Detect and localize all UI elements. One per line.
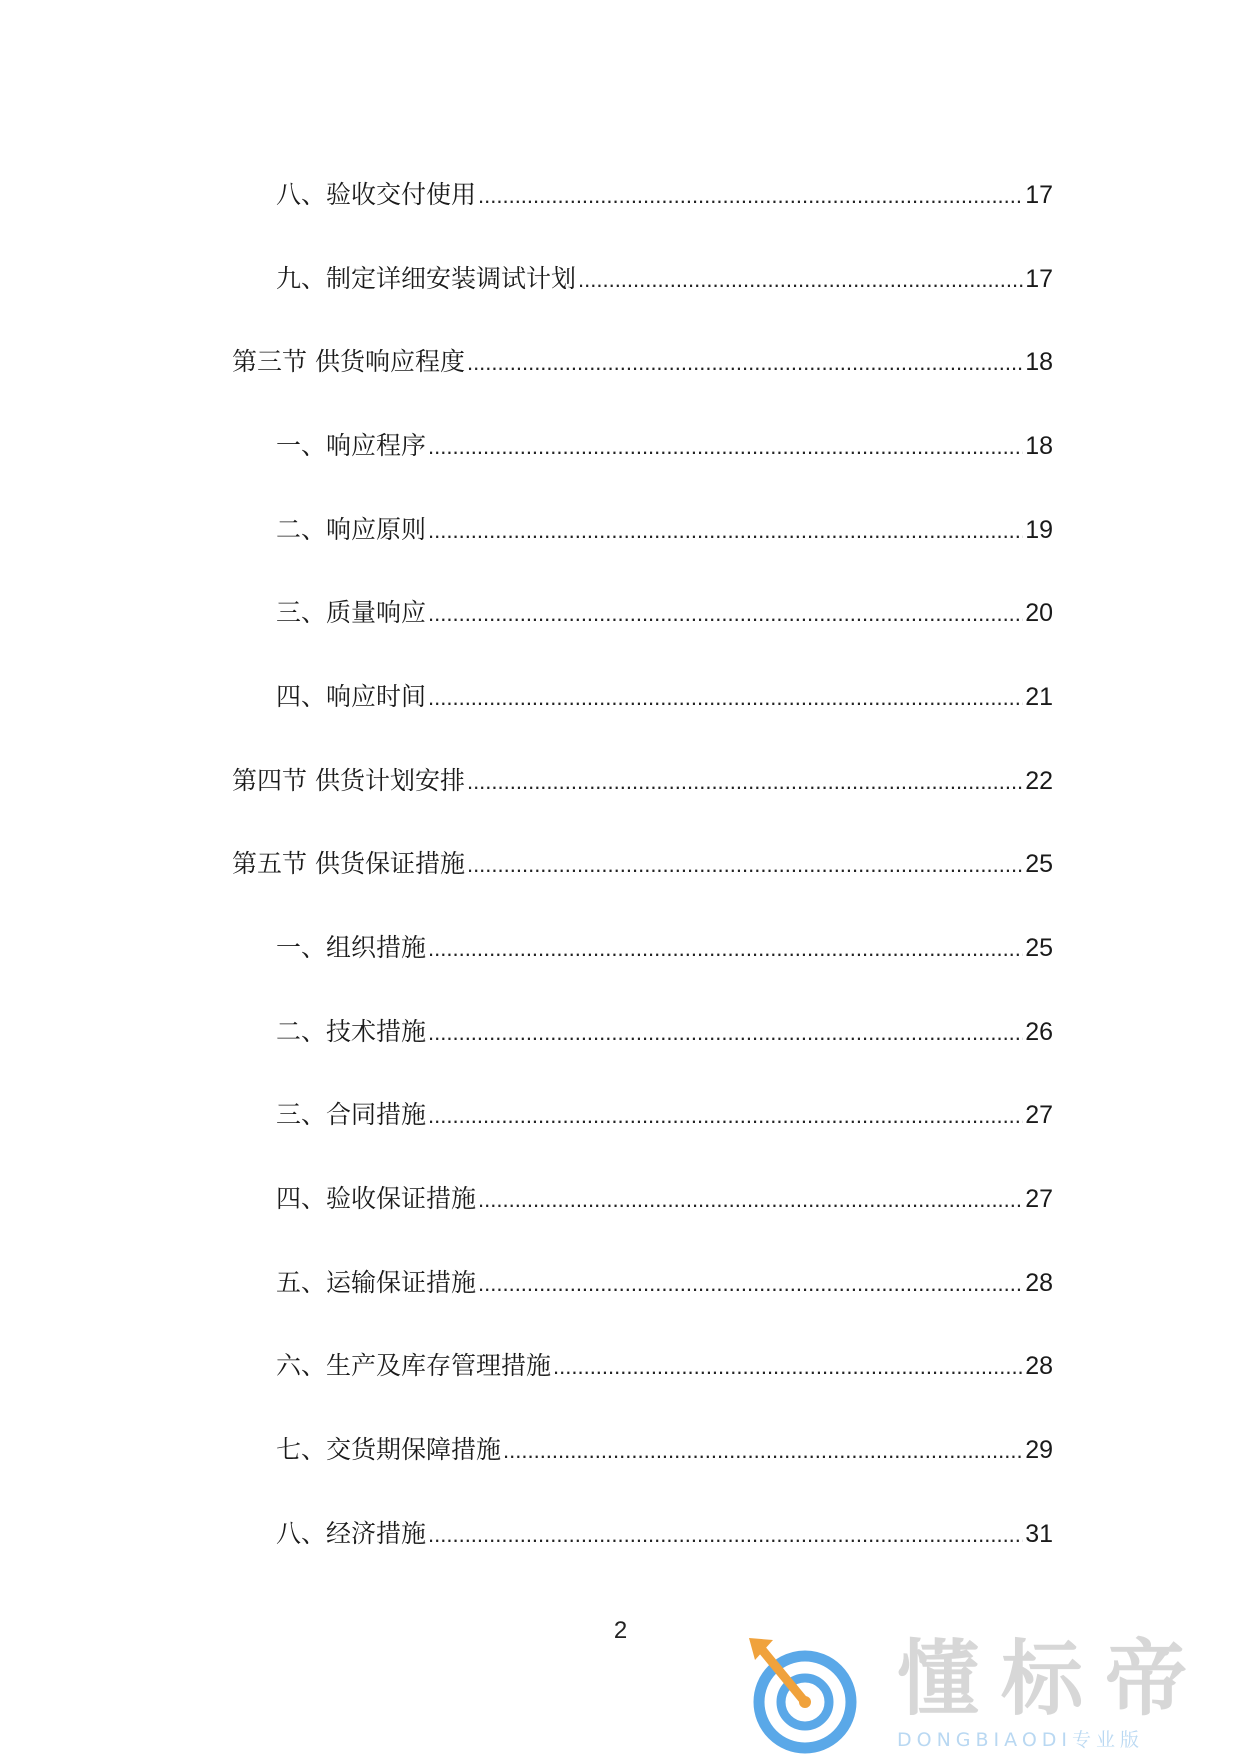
toc-entry-page: 28 — [1025, 1269, 1053, 1297]
toc-entry-title: 一、组织措施 — [276, 933, 427, 962]
toc-entry[interactable] — [276, 1433, 1053, 1467]
toc-entry[interactable] — [276, 1517, 1053, 1551]
toc-entry-page: 25 — [1025, 850, 1053, 878]
page-number: 2 — [613, 1617, 628, 1644]
watermark-logo — [745, 1632, 1241, 1754]
toc-entry[interactable] — [276, 680, 1053, 714]
toc-entry[interactable] — [276, 596, 1053, 630]
toc-dot-leader — [467, 346, 1023, 380]
toc-entry-title: 八、经济措施 — [276, 1519, 427, 1548]
toc-entry[interactable] — [276, 1098, 1053, 1132]
toc-entry-title: 第五节 供货保证措施 — [232, 849, 465, 878]
toc-entry-page: 20 — [1025, 599, 1053, 627]
toc-entry-page: 22 — [1025, 767, 1053, 795]
toc-dot-leader — [478, 179, 1023, 213]
toc-entry[interactable] — [276, 931, 1053, 965]
toc-entry-page: 18 — [1025, 348, 1053, 376]
toc-dot-leader — [428, 932, 1023, 966]
toc-dot-leader — [428, 681, 1023, 715]
toc-entry-title: 二、响应原则 — [276, 515, 427, 544]
toc-entry-page: 31 — [1025, 1520, 1053, 1548]
toc-entry-title: 七、交货期保障措施 — [276, 1435, 502, 1464]
toc-dot-leader — [478, 1267, 1023, 1301]
toc-dot-leader — [428, 514, 1023, 548]
watermark-name: 懂标帝 — [897, 1632, 1210, 1727]
toc-entry-page: 27 — [1025, 1185, 1053, 1213]
toc-entry-page: 18 — [1025, 432, 1053, 460]
toc-entry-title: 二、技术措施 — [276, 1017, 427, 1046]
toc-entry[interactable] — [276, 1182, 1053, 1216]
toc-entry-page: 17 — [1025, 181, 1053, 209]
toc-entry-title: 第三节 供货响应程度 — [232, 347, 465, 376]
toc-entry[interactable] — [276, 429, 1053, 463]
toc-entry[interactable] — [276, 1349, 1053, 1383]
toc-entry-page: 28 — [1025, 1352, 1053, 1380]
toc-dot-leader — [578, 263, 1023, 297]
toc-entry-title: 三、质量响应 — [276, 598, 427, 627]
toc-section-entry[interactable] — [232, 764, 1053, 798]
toc-section-entry[interactable] — [232, 847, 1053, 881]
toc-entry-title: 第四节 供货计划安排 — [232, 766, 465, 795]
toc-dot-leader — [467, 765, 1023, 799]
toc-dot-leader — [503, 1434, 1023, 1468]
toc-entry-page: 27 — [1025, 1101, 1053, 1129]
toc-entry[interactable] — [276, 1266, 1053, 1300]
toc-entry-title: 一、响应程序 — [276, 431, 427, 460]
watermark-subtitle: DONGBIAODI专业版 — [897, 1729, 1145, 1751]
toc-dot-leader — [553, 1350, 1023, 1384]
toc-dot-leader — [428, 1518, 1023, 1552]
toc-entry-page: 25 — [1025, 934, 1053, 962]
target-arrow-icon — [745, 1632, 865, 1754]
toc-entry-title: 三、合同措施 — [276, 1100, 427, 1129]
toc-entry-page: 19 — [1025, 516, 1053, 544]
toc-entry-page: 21 — [1025, 683, 1053, 711]
toc-entry[interactable] — [276, 178, 1053, 212]
toc-entry-title: 四、响应时间 — [276, 682, 427, 711]
toc-entry-title: 九、制定详细安装调试计划 — [276, 264, 577, 293]
toc-section-entry[interactable] — [232, 345, 1053, 379]
toc-dot-leader — [428, 430, 1023, 464]
toc-entry[interactable] — [276, 1015, 1053, 1049]
toc-entry[interactable] — [276, 262, 1053, 296]
toc-entry-page: 17 — [1025, 265, 1053, 293]
toc-entry-title: 四、验收保证措施 — [276, 1184, 477, 1213]
toc-dot-leader — [478, 1183, 1023, 1217]
toc-entry-page: 26 — [1025, 1018, 1053, 1046]
toc-dot-leader — [428, 1099, 1023, 1133]
toc-entry-title: 八、验收交付使用 — [276, 180, 477, 209]
toc-dot-leader — [428, 597, 1023, 631]
toc-entry-title: 六、生产及库存管理措施 — [276, 1351, 552, 1380]
toc-entry[interactable] — [276, 513, 1053, 547]
toc-entry-page: 29 — [1025, 1436, 1053, 1464]
toc-dot-leader — [467, 848, 1023, 882]
toc-dot-leader — [428, 1016, 1023, 1050]
toc-entry-title: 五、运输保证措施 — [276, 1268, 477, 1297]
